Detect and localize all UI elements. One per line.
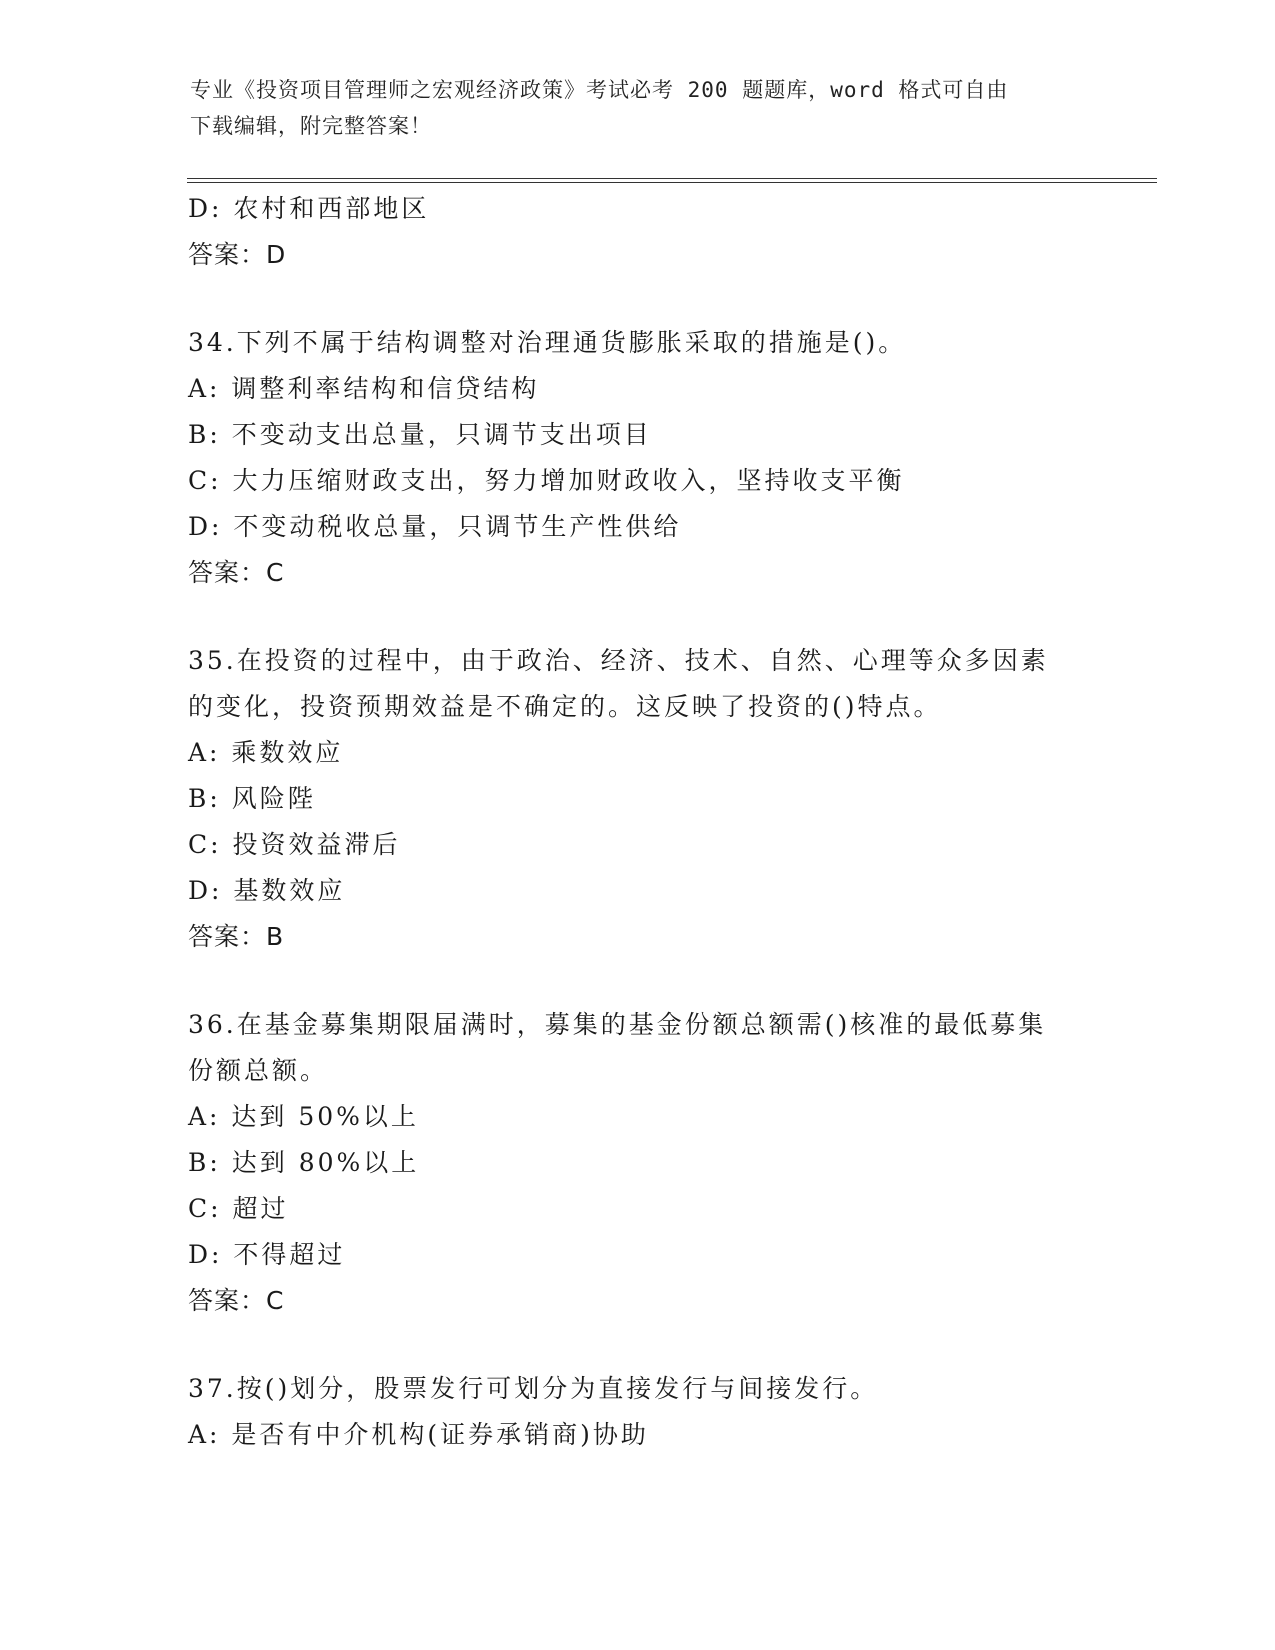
spacer [188, 960, 1108, 1002]
header-line-2: 下载编辑，附完整答案！ [190, 114, 432, 138]
header-divider-bottom [187, 182, 1157, 183]
document-header [190, 72, 1090, 144]
q35-option-b: B: 风险陛 [188, 784, 316, 813]
header-line-1: 专业《投资项目管理师之宏观经济政策》考试必考 200 题题库，word 格式可自由 [190, 78, 1009, 102]
q36-option-c: C: 超过 [188, 1194, 289, 1223]
spacer [188, 1324, 1108, 1366]
question-content [188, 186, 1108, 1458]
q33-option-d: D: 农村和西部地区 [188, 194, 430, 223]
q36-answer: 答案：C [188, 1286, 285, 1315]
q34-option-c: C: 大力压缩财政支出，努力增加财政收入，坚持收支平衡 [188, 466, 905, 495]
q35-option-a: A: 乘数效应 [188, 738, 344, 767]
q35-option-d: D: 基数效应 [188, 876, 346, 905]
q34-option-d: D: 不变动税收总量，只调节生产性供给 [188, 512, 682, 541]
q35-option-c: C: 投资效益滞后 [188, 830, 401, 859]
spacer [188, 278, 1108, 320]
q34-option-b: B: 不变动支出总量，只调节支出项目 [188, 420, 652, 449]
q35-text-line-1: 35.在投资的过程中，由于政治、经济、技术、自然、心理等众多因素 [188, 646, 1049, 675]
q36-option-a: A: 达到 50%以上 [188, 1102, 419, 1131]
q36-text-line-2: 份额总额。 [188, 1056, 329, 1085]
q33-answer: 答案：D [188, 240, 287, 269]
q35-text-line-2: 的变化，投资预期效益是不确定的。这反映了投资的()特点。 [188, 692, 942, 721]
q36-option-d: D: 不得超过 [188, 1240, 346, 1269]
header-divider-top [187, 178, 1157, 179]
q35-answer: 答案：B [188, 922, 285, 951]
q36-text-line-1: 36.在基金募集期限届满时，募集的基金份额总额需()核准的最低募集 [188, 1010, 1047, 1039]
q34-option-a: A: 调整利率结构和信贷结构 [188, 374, 540, 403]
spacer [188, 596, 1108, 638]
q34-text: 34.下列不属于结构调整对治理通货膨胀采取的措施是()。 [188, 328, 907, 357]
q37-text: 37.按()划分，股票发行可划分为直接发行与间接发行。 [188, 1374, 879, 1403]
q37-option-a: A: 是否有中介机构(证券承销商)协助 [188, 1420, 649, 1449]
q36-option-b: B: 达到 80%以上 [188, 1148, 420, 1177]
q34-answer: 答案：C [188, 558, 285, 587]
